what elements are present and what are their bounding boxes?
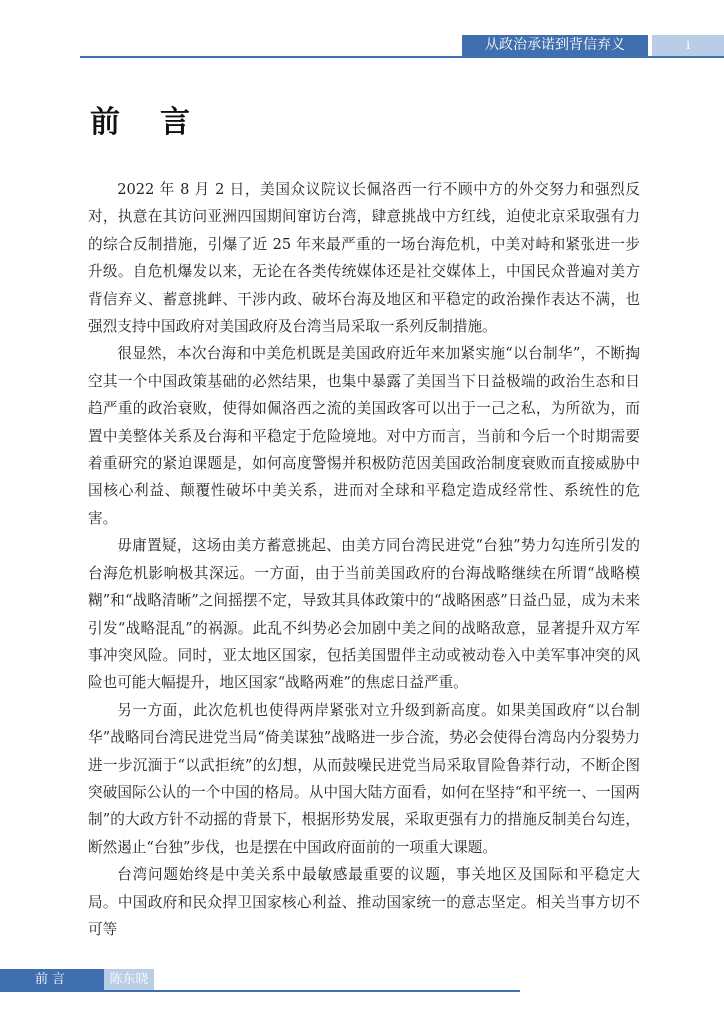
- paragraph: 毋庸置疑，这场由美方蓄意挑起、由美方同台湾民进党“台独”势力勾连所引发的台海危机影响极其深远。一方面，由于当前美国政府的台海战略继续在所谓“战略模糊”和“战略清晰”之间摇摆不定，导致其具体政策中的“战略困惑”日益凸显，成为未来引发“战略混乱”的祸源。此乱不纠势必会加剧中美之间的战略敌意，显著提升双方军事冲突风险。同时，亚太地区国家，包括美国盟伴主动或被动卷入中美军事冲突的风险也可能大幅提升，地区国家“战略两难”的焦虑日益严重。: [88, 537, 640, 692]
- paragraph: 2022 年 8 月 2 日，美国众议院议长佩洛西一行不顾中方的外交努力和强烈反对，执意在其访问亚洲四国期间窜访台湾，肆意挑战中方红线，迫使北京采取强有力的综合反制措施，引爆了近 25 年来最严重的一场台海危机，中美对峙和紧张进一步升级。自危机爆发以来，无论在各类传统媒体还是社交媒体上，中国民众普遍对美方背信弃义、蓄意挑衅、干涉内政、破坏台海及地区和平稳定的政治操作表达不满，也强烈支持中国政府对美国政府及台湾当局采取一系列反制措施。: [88, 181, 640, 336]
- header-rule: [80, 56, 724, 58]
- running-header-title: 从政治承诺到背信弃义: [462, 35, 648, 56]
- paragraph: 很显然，本次台海和中美危机既是美国政府近年来加紧实施“以台制华”，不断掏空其一个中国政策基础的必然结果，也集中暴露了美国当下日益极端的政治生态和日趋严重的政治衰败，使得如佩洛西之流的美国政客可以出于一己之私，为所欲为，而置中美整体关系及台海和平稳定于危险境地。对中方而言，当前和今后一个时期需要着重研究的紧迫课题是，如何高度警惕并积极防范因美国政治制度衰败而直接威胁中国核心利益、颠覆性破坏中美关系，进而对全球和平稳定造成经常性、系统性的危害。: [88, 345, 640, 527]
- paragraph: 另一方面，此次危机也使得两岸紧张对立升级到新高度。如果美国政府“以台制华”战略同台湾民进党当局“倚美谋独”战略进一步合流，势必会使得台湾岛内分裂势力进一步沉湎于“以武拒统”的幻想，从而鼓噪民进党当局采取冒险鲁莽行动，不断企图突破国际公认的一个中国的格局。从中国大陆方面看，如何在坚持“和平统一、一国两制”的大政方针不动摇的背景下，根据形势发展，采取更强有力的措施反制美台勾连，断然遏止“台独”步伐，也是摆在中国政府面前的一项重大课题。: [88, 701, 640, 856]
- footer-rule: [0, 990, 520, 992]
- page-number: i: [652, 35, 724, 56]
- footer-author: 陈东晓: [104, 969, 154, 990]
- body-text: [88, 176, 640, 943]
- footer-section-label: 前言: [0, 969, 104, 990]
- page-title: 前言: [90, 105, 230, 140]
- paragraph: 台湾问题始终是中美关系中最敏感最重要的议题，事关地区及国际和平稳定大局。中国政府和民众捍卫国家核心利益、推动国家统一的意志坚定。相关当事方切不可等: [88, 866, 640, 938]
